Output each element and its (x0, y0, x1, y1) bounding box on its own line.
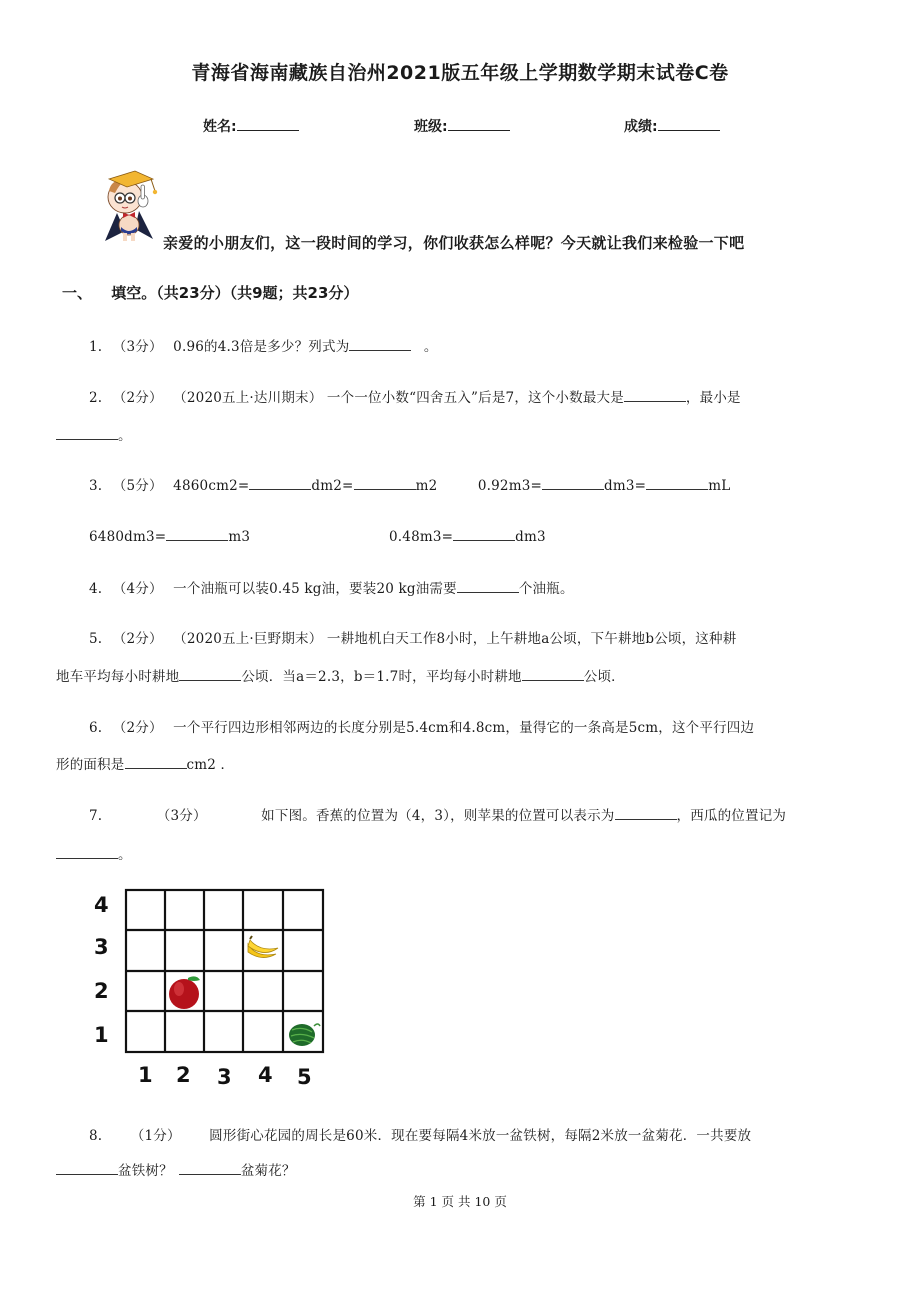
question-number: 1. (89, 339, 103, 355)
row-label: 2 (94, 979, 109, 1003)
question-6 (89, 716, 754, 736)
question-2-continued (56, 424, 132, 444)
question-5-continued (56, 665, 625, 685)
question-score: （3分） (156, 808, 207, 824)
class-field[interactable] (414, 116, 510, 136)
column-label: 4 (258, 1063, 273, 1087)
question-text: 地车平均每小时耕地 (56, 669, 180, 685)
question-7-continued (56, 843, 132, 863)
question-number: 4. (89, 581, 103, 597)
question-number: 2. (89, 390, 103, 406)
question-6-continued (56, 753, 234, 773)
question-text: 一个平行四边形相邻两边的长度分别是5.4cm和4.8cm，量得它的一条高是5cm，这个平行四边 (173, 720, 755, 736)
greeting-text: 亲爱的小朋友们，这一段时间的学习，你们收获怎么样呢？今天就让我们来检验一下吧 (163, 234, 745, 252)
question-score: （4分） (112, 581, 163, 597)
score-label: 成绩: (624, 119, 658, 135)
question-4 (89, 577, 574, 597)
question-text: 0.92m3= (477, 478, 543, 494)
question-text: 如下图。香蕉的位置为（4，3），则苹果的位置可以表示为 (261, 808, 615, 824)
row-label: 4 (94, 893, 109, 917)
column-label: 3 (217, 1065, 232, 1089)
question-text: dm2= (311, 478, 354, 494)
column-label: 1 (138, 1063, 153, 1087)
apple-icon (169, 976, 200, 1009)
question-text: m2 (415, 478, 438, 494)
answer-blank[interactable] (624, 389, 686, 402)
question-text: cm2 ． (186, 757, 235, 773)
question-2 (89, 386, 741, 406)
question-text: 。 (118, 847, 132, 863)
question-score: （5分） (112, 478, 163, 494)
question-text: 一个一位小数“四舍五入”后是7，这个小数最大是 (326, 390, 624, 406)
question-text: 盆铁树？ (118, 1163, 173, 1179)
banana-icon (248, 936, 278, 958)
question-7 (89, 804, 786, 824)
question-score: （2分） (112, 720, 163, 736)
question-8 (89, 1124, 751, 1144)
answer-blank[interactable] (349, 338, 411, 351)
answer-blank[interactable] (542, 477, 604, 490)
question-source: （2020五上·达川期末） (173, 390, 323, 406)
column-label: 5 (297, 1065, 312, 1089)
answer-blank[interactable] (249, 477, 311, 490)
question-text: 公顷．当a＝2.3，b＝1.7时，平均每小时耕地 (241, 669, 522, 685)
page-footer: 第 1 页 共 10 页 (413, 1194, 507, 1209)
answer-blank[interactable] (354, 477, 416, 490)
question-text: 6480dm3= (89, 529, 167, 545)
question-1 (89, 335, 438, 355)
question-text: 0.48m3= (389, 529, 454, 545)
answer-blank[interactable] (166, 528, 228, 541)
question-text: 一个油瓶可以装0.45 kg油，要装20 kg油需要 (173, 581, 457, 597)
question-text: 圆形街心花园的周长是60米．现在要每隔4米放一盆铁树，每隔2米放一盆菊花．一共要放 (209, 1128, 752, 1144)
question-number: 5. (89, 631, 103, 647)
answer-blank[interactable] (179, 1162, 241, 1175)
question-source: （2020五上·巨野期末） (173, 631, 323, 647)
question-number: 8. (89, 1128, 103, 1144)
answer-blank[interactable] (56, 427, 118, 440)
answer-blank[interactable] (453, 528, 515, 541)
question-number: 6. (89, 720, 103, 736)
question-text: 形的面积是 (56, 757, 125, 773)
question-text: dm3 (515, 529, 546, 545)
question-number: 3. (89, 478, 103, 494)
question-text: 4860cm2= (173, 478, 250, 494)
question-text: 。 (423, 339, 438, 355)
question-text: 一耕地机白天工作8小时，上午耕地a公顷，下午耕地b公顷，这种耕 (326, 631, 737, 647)
question-5 (89, 627, 736, 647)
answer-blank[interactable] (522, 668, 584, 681)
document-title: 青海省海南藏族自治州2021版五年级上学期数学期末试卷C卷 (191, 62, 729, 84)
row-label: 3 (94, 935, 109, 959)
class-blank[interactable] (448, 116, 510, 131)
question-score: （1分） (130, 1128, 181, 1144)
name-label: 姓名: (203, 119, 237, 135)
watermelon-icon (289, 1024, 320, 1046)
score-blank[interactable] (658, 116, 720, 131)
question-text: 0.96的4.3倍是多少？列式为 (173, 339, 350, 355)
section-number: 一、 (62, 284, 93, 302)
name-blank[interactable] (237, 116, 299, 131)
question-text: ，最小是 (685, 390, 741, 406)
question-text: 个油瓶。 (518, 581, 574, 597)
question-text: mL (708, 478, 731, 494)
answer-blank[interactable] (56, 1162, 118, 1175)
question-8-continued (56, 1159, 296, 1179)
class-label: 班级: (414, 119, 448, 135)
answer-blank[interactable] (125, 756, 187, 769)
question-score: （2分） (112, 631, 163, 647)
question-text: ，西瓜的位置记为 (676, 808, 787, 824)
row-label: 1 (94, 1023, 109, 1047)
answer-blank[interactable] (56, 846, 118, 859)
question-number: 7. (89, 808, 103, 824)
question-text: 公顷． (583, 669, 625, 685)
question-score: （2分） (112, 390, 163, 406)
question-3-line-2b (389, 528, 546, 545)
section-header (62, 282, 358, 303)
name-field[interactable] (203, 116, 299, 136)
answer-blank[interactable] (179, 668, 241, 681)
question-3-line-2 (89, 528, 250, 545)
section-title: 填空。（共23分）（共9题；共23分） (111, 284, 359, 302)
column-label: 2 (176, 1063, 191, 1087)
question-text: m3 (228, 529, 251, 545)
fruit-grid-figure (88, 886, 338, 1091)
score-field[interactable] (624, 116, 720, 136)
question-score: （3分） (112, 339, 163, 355)
answer-blank[interactable] (646, 477, 708, 490)
question-text: 。 (118, 428, 132, 444)
question-3 (89, 474, 730, 494)
answer-blank[interactable] (615, 807, 677, 820)
question-text: dm3= (604, 478, 647, 494)
question-text: 盆菊花？ (240, 1163, 296, 1179)
cartoon-student-mascot-icon (95, 165, 167, 245)
answer-blank[interactable] (457, 580, 519, 593)
